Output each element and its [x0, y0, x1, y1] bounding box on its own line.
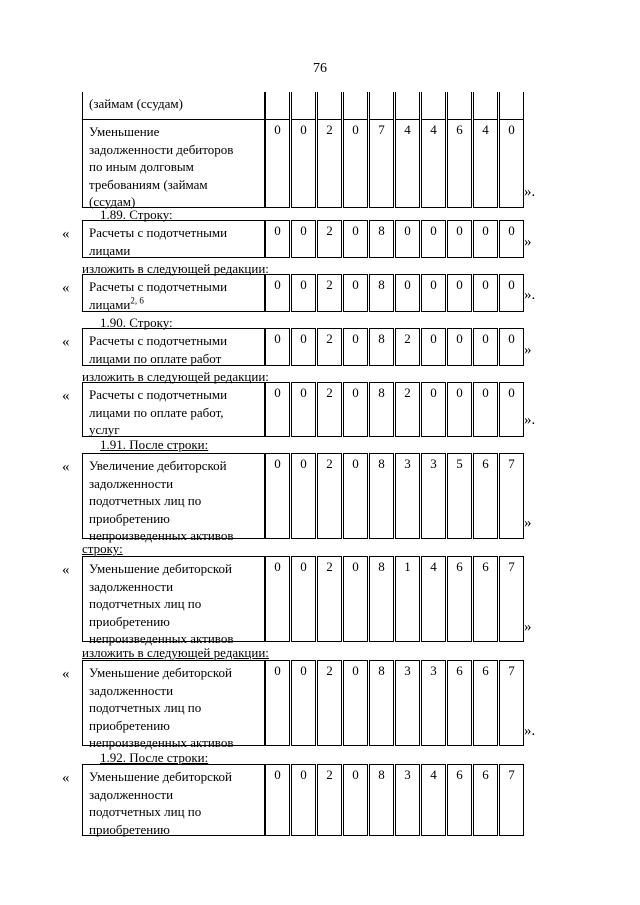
row-label-line: Увеличение дебиторской	[89, 458, 227, 473]
code-digit-cell	[447, 92, 472, 120]
row-label-line: непроизведенных активов	[89, 528, 234, 543]
open-quote: «	[62, 388, 70, 404]
section-heading-text: 1.90. Строку:	[100, 315, 173, 330]
row-label-line: непроизведенных активов	[89, 735, 234, 750]
code-digit-cell: 0	[395, 274, 420, 312]
code-digit-cell: 0	[343, 660, 368, 746]
code-digit-cell: 0	[265, 453, 290, 539]
code-digit-cell: 0	[421, 382, 446, 437]
code-digit-cell: 2	[317, 274, 342, 312]
open-quote: «	[62, 334, 70, 350]
code-digit-cell: 0	[473, 382, 498, 437]
row-label-line: непроизведенных активов	[89, 631, 234, 646]
row-label-line: по иным долговым	[89, 159, 194, 174]
code-digit-cell: 6	[447, 556, 472, 642]
section-heading-text: 1.89. Строку:	[100, 207, 173, 222]
row-label-line: приобретению	[89, 613, 170, 629]
code-digit-cell: 0	[265, 556, 290, 642]
row-label-line: задолженности	[89, 786, 174, 802]
open-quote: «	[62, 226, 70, 242]
code-digit-cell: 8	[369, 328, 394, 366]
code-digit-cell: 0	[343, 274, 368, 312]
code-digit-cell: 0	[499, 119, 524, 208]
code-digit-cell: 8	[369, 220, 394, 258]
code-digit-cell	[369, 92, 394, 120]
code-digit-cell: 0	[265, 274, 290, 312]
open-quote: «	[62, 562, 70, 578]
row-label-line: приобретению	[89, 510, 170, 526]
code-table-row	[82, 382, 527, 437]
code-digit-cell: 0	[395, 220, 420, 258]
code-digit-cell: 0	[265, 660, 290, 746]
close-quote: »	[524, 515, 532, 531]
section-heading	[100, 438, 208, 452]
row-label-line: лицами по оплате работ,	[89, 404, 224, 420]
code-digit-cell: 0	[291, 119, 316, 208]
code-digit-cell: 0	[473, 328, 498, 366]
row-label-line: (займам (ссудам)	[89, 96, 183, 111]
code-table-row	[82, 92, 527, 120]
code-table-row	[82, 274, 527, 312]
code-digit-cell: 0	[265, 764, 290, 836]
code-digit-cell: 4	[473, 119, 498, 208]
row-label	[82, 382, 265, 437]
code-digit-cell: 2	[317, 660, 342, 746]
row-label	[82, 453, 265, 543]
code-digit-cell: 0	[421, 274, 446, 312]
section-heading	[82, 542, 123, 556]
code-digit-cell: 7	[499, 556, 524, 642]
code-digit-cell: 0	[473, 274, 498, 312]
code-digit-cell: 7	[499, 660, 524, 746]
row-label-line: лицами	[89, 242, 131, 258]
code-digit-cell: 0	[265, 382, 290, 437]
code-digit-cell: 0	[343, 764, 368, 836]
code-digit-cell	[395, 92, 420, 120]
code-digit-cell: 8	[369, 453, 394, 539]
code-digit-cell: 0	[343, 382, 368, 437]
row-label	[82, 660, 265, 750]
code-digit-cell: 0	[447, 220, 472, 258]
code-digit-cell: 4	[395, 119, 420, 208]
code-digit-cell: 0	[473, 220, 498, 258]
row-label-line: Уменьшение дебиторской	[89, 769, 233, 784]
code-table-row	[82, 220, 527, 258]
close-quote: ».	[524, 287, 536, 303]
close-quote: »	[524, 342, 532, 358]
close-quote: ».	[524, 723, 536, 739]
close-quote: ».	[524, 184, 536, 200]
row-label-line: Уменьшение дебиторской	[89, 665, 233, 680]
close-quote: »	[524, 234, 532, 250]
code-digit-cell: 3	[421, 660, 446, 746]
code-digit-cell: 0	[291, 382, 316, 437]
code-digit-cell: 8	[369, 556, 394, 642]
open-quote: «	[62, 459, 70, 475]
row-label-line: услуг	[89, 422, 120, 437]
code-table-row	[82, 556, 527, 646]
code-table-row	[82, 119, 527, 208]
row-label-line: Расчеты с подотчетными	[89, 333, 228, 348]
code-digit-cell: 0	[291, 764, 316, 836]
code-digit-cell: 0	[291, 556, 316, 642]
code-digit-cell: 0	[499, 382, 524, 437]
code-table-row	[82, 660, 527, 750]
code-digit-cell	[265, 92, 290, 120]
code-digit-cell: 0	[447, 382, 472, 437]
code-digit-cell: 0	[499, 220, 524, 258]
row-label-line: подотчетных лиц по	[89, 493, 202, 508]
row-label-line: подотчетных лиц по	[89, 596, 202, 611]
row-label-line: подотчетных лиц по	[89, 700, 202, 715]
code-digit-cell: 2	[317, 556, 342, 642]
code-digit-cell: 4	[421, 556, 446, 642]
code-digit-cell: 0	[343, 556, 368, 642]
code-digit-cell: 2	[317, 764, 342, 836]
code-digit-cell: 0	[291, 660, 316, 746]
row-label-line: Уменьшение	[89, 124, 160, 139]
code-digit-cell: 0	[343, 328, 368, 366]
row-label	[82, 119, 265, 208]
code-digit-cell: 0	[343, 453, 368, 539]
code-table-row	[82, 453, 527, 543]
code-digit-cell: 6	[473, 764, 498, 836]
code-digit-cell: 6	[447, 660, 472, 746]
code-digit-cell: 7	[499, 764, 524, 836]
row-label-line: задолженности	[89, 682, 174, 698]
section-heading-text: 1.91. После строки:	[100, 437, 209, 452]
code-digit-cell: 3	[421, 453, 446, 539]
code-digit-cell: 6	[473, 660, 498, 746]
code-digit-cell	[473, 92, 498, 120]
code-digit-cell: 2	[317, 220, 342, 258]
close-quote: ».	[524, 412, 536, 428]
code-digit-cell: 0	[499, 328, 524, 366]
code-digit-cell	[291, 92, 316, 120]
code-digit-cell: 0	[265, 119, 290, 208]
row-label-line: подотчетных лиц по	[89, 804, 202, 819]
code-digit-cell: 0	[291, 453, 316, 539]
code-digit-cell: 3	[395, 764, 420, 836]
code-digit-cell: 7	[369, 119, 394, 208]
code-digit-cell: 0	[343, 119, 368, 208]
row-label-line: задолженности дебиторов	[89, 141, 234, 157]
code-digit-cell	[421, 92, 446, 120]
code-digit-cell: 0	[265, 328, 290, 366]
code-digit-cell: 8	[369, 764, 394, 836]
code-digit-cell: 6	[473, 556, 498, 642]
open-quote: «	[62, 280, 70, 296]
code-digit-cell: 3	[395, 660, 420, 746]
row-label-line: Расчеты с подотчетными	[89, 279, 228, 294]
code-digit-cell	[317, 92, 342, 120]
row-label	[82, 764, 265, 836]
code-digit-cell	[343, 92, 368, 120]
code-digit-cell: 0	[291, 220, 316, 258]
code-digit-cell: 0	[447, 274, 472, 312]
row-label-line: задолженности	[89, 578, 174, 594]
row-label-line: лицами по оплате работ	[89, 350, 222, 366]
row-label-line: приобретению	[89, 821, 170, 837]
section-heading-text: изложить в следующей редакции:	[82, 645, 269, 660]
row-label-line: требованиям (займам	[89, 176, 208, 192]
open-quote: «	[62, 770, 70, 786]
footnote-ref: 2, 6	[130, 295, 144, 306]
row-label	[82, 556, 265, 646]
code-digit-cell: 3	[395, 453, 420, 539]
code-digit-cell: 2	[317, 119, 342, 208]
code-digit-cell: 0	[421, 220, 446, 258]
code-digit-cell: 2	[317, 328, 342, 366]
code-table-row	[82, 328, 527, 366]
section-heading-text: изложить в следующей редакции:	[82, 369, 269, 384]
row-label-line: Уменьшение дебиторской	[89, 561, 233, 576]
section-heading-text: изложить в следующей редакции:	[82, 261, 269, 276]
section-heading	[82, 646, 269, 660]
code-table-row	[82, 764, 527, 836]
code-digit-cell: 8	[369, 274, 394, 312]
code-digit-cell: 2	[395, 328, 420, 366]
code-digit-cell: 6	[473, 453, 498, 539]
code-digit-cell: 0	[447, 328, 472, 366]
row-label-line: Расчеты с подотчетными	[89, 225, 228, 240]
code-digit-cell	[499, 92, 524, 120]
code-digit-cell: 5	[447, 453, 472, 539]
row-label	[82, 220, 265, 258]
row-label	[82, 274, 265, 312]
code-digit-cell: 4	[421, 119, 446, 208]
code-digit-cell: 2	[317, 382, 342, 437]
code-digit-cell: 8	[369, 382, 394, 437]
code-digit-cell: 4	[421, 764, 446, 836]
code-digit-cell: 6	[447, 119, 472, 208]
code-digit-cell: 0	[421, 328, 446, 366]
code-digit-cell: 2	[317, 453, 342, 539]
row-label-line: приобретению	[89, 717, 170, 733]
code-digit-cell: 0	[265, 220, 290, 258]
section-heading	[100, 751, 208, 765]
code-digit-cell: 2	[395, 382, 420, 437]
row-label-line: (ссудам)	[89, 194, 136, 209]
page-number: 76	[313, 61, 327, 76]
code-digit-cell: 0	[499, 274, 524, 312]
code-digit-cell: 0	[291, 328, 316, 366]
section-heading-text: строку:	[82, 541, 123, 556]
open-quote: «	[62, 666, 70, 682]
row-label	[82, 92, 265, 120]
row-label-line: задолженности	[89, 475, 174, 491]
close-quote: »	[524, 619, 532, 635]
code-digit-cell: 0	[343, 220, 368, 258]
code-digit-cell: 6	[447, 764, 472, 836]
row-label-line: лицами$^{2, 6}$	[89, 295, 144, 312]
row-label	[82, 328, 265, 366]
code-digit-cell: 0	[291, 274, 316, 312]
code-digit-cell: 7	[499, 453, 524, 539]
code-digit-cell: 8	[369, 660, 394, 746]
section-heading-text: 1.92. После строки:	[100, 750, 209, 765]
row-label-line: Расчеты с подотчетными	[89, 387, 228, 402]
code-digit-cell: 1	[395, 556, 420, 642]
